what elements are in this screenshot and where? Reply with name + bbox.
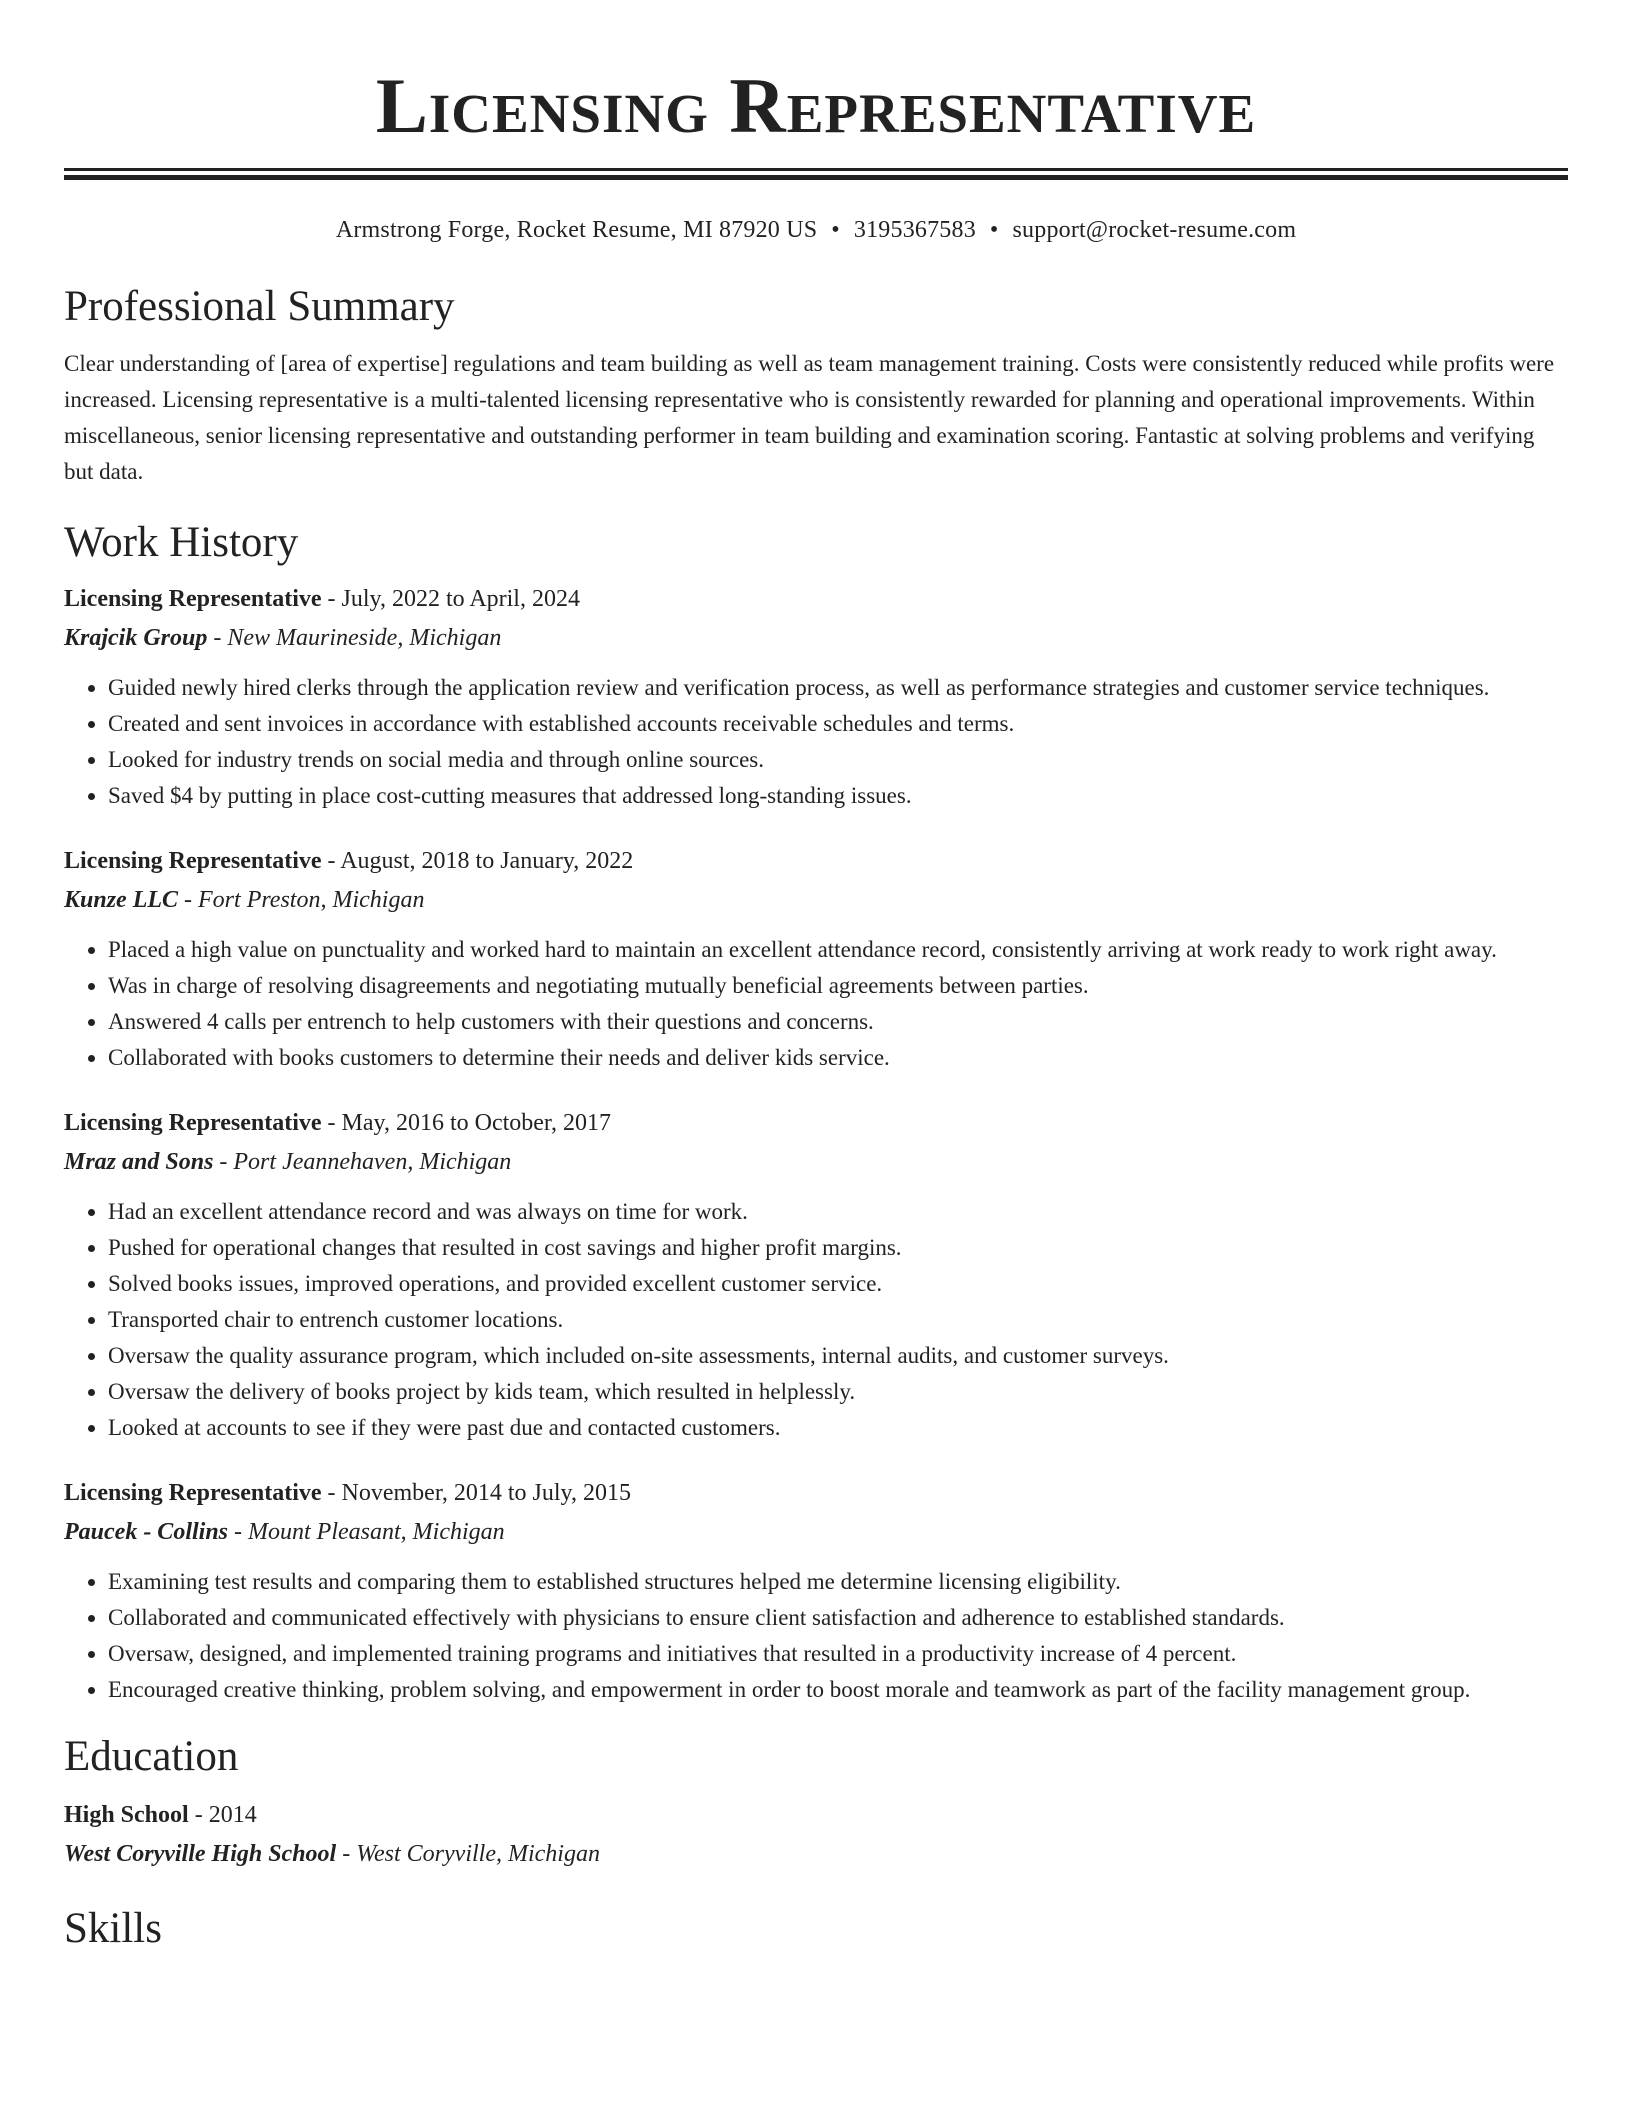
resume-page	[64, 0, 1568, 1958]
contact-line	[64, 210, 1568, 250]
job-bullet: • Solved books issues, improved operations, and provided excellent customer service.	[108, 1266, 1568, 1302]
job-company-line	[64, 880, 1568, 920]
job-location: - Fort Preston, Michigan	[178, 887, 425, 913]
job-title-line	[64, 1474, 1568, 1512]
work-history-heading: Work History	[64, 519, 299, 566]
job-location: - Port Jeannehaven, Michigan	[213, 1149, 512, 1175]
education-heading: Education	[64, 1733, 239, 1780]
job-company: Paucek - Collins	[64, 1519, 229, 1545]
job-bullets	[64, 1564, 1568, 1708]
education-entry	[64, 1796, 1568, 1874]
resume-title: Licensing Representative	[375, 62, 1257, 149]
job-bullet: • Examining test results and comparing them to established structures helped me determine licensing eligibility.	[108, 1564, 1568, 1600]
job-bullet: • Was in charge of resolving disagreements and negotiating mutually beneficial agreements between parties.	[108, 968, 1568, 1004]
job-location: - Mount Pleasant, Michigan	[228, 1519, 505, 1545]
job-dates: - July, 2022 to April, 2024	[321, 586, 580, 612]
education-degree-line	[64, 1796, 1568, 1834]
job-entry	[64, 1474, 1568, 1708]
job-location: - New Maurineside, Michigan	[207, 625, 502, 651]
job-role: Licensing Representative	[64, 848, 322, 874]
job-dates: - May, 2016 to October, 2017	[321, 1110, 611, 1136]
contact-separator: •	[989, 217, 999, 243]
job-company: Krajcik Group	[64, 625, 208, 651]
contact-email: support@rocket-resume.com	[1012, 217, 1297, 243]
job-title-line	[64, 842, 1568, 880]
job-bullets	[64, 1194, 1568, 1446]
job-entry	[64, 842, 1568, 1076]
job-bullets	[64, 932, 1568, 1076]
title-double-rule	[64, 168, 1568, 180]
contact-address: Armstrong Forge, Rocket Resume, MI 87920 US	[335, 217, 818, 243]
contact-separator: •	[831, 217, 840, 243]
job-bullet: • Pushed for operational changes that resulted in cost savings and higher profit margins.	[108, 1230, 1568, 1266]
education-year: - 2014	[188, 1802, 257, 1828]
summary-heading: Professional Summary	[64, 283, 455, 330]
job-bullet: • Saved $4 by putting in place cost-cutting measures that addressed long-standing issues.	[108, 778, 1568, 814]
education-location: - West Coryville, Michigan	[336, 1841, 600, 1867]
job-company-line	[64, 1512, 1568, 1552]
job-title-line	[64, 1104, 1568, 1142]
job-bullet: • Oversaw the quality assurance program, which included on-site assessments, internal audits, and customer surveys.	[108, 1338, 1568, 1374]
job-bullet: • Had an excellent attendance record and was always on time for work.	[108, 1194, 1568, 1230]
job-company-line	[64, 1142, 1568, 1182]
job-entry	[64, 1104, 1568, 1446]
job-bullet: • Oversaw the delivery of books project by kids team, which resulted in helplessly.	[108, 1374, 1568, 1410]
job-bullet: • Collaborated with books customers to determine their needs and deliver kids service.	[108, 1040, 1568, 1076]
job-bullet: • Placed a high value on punctuality and worked hard to maintain an excellent attendance record, consistently arriving at work ready to work right away.	[108, 932, 1568, 968]
job-entry	[64, 580, 1568, 814]
job-role: Licensing Representative	[64, 1480, 322, 1506]
job-bullet: • Created and sent invoices in accordance with established accounts receivable schedules and terms.	[108, 706, 1568, 742]
education-degree: High School	[64, 1802, 189, 1828]
job-title-line	[64, 580, 1568, 618]
job-bullet: • Looked for industry trends on social media and through online sources.	[108, 742, 1568, 778]
job-role: Licensing Representative	[64, 1110, 322, 1136]
job-company: Mraz and Sons	[64, 1149, 214, 1175]
education-school: West Coryville High School	[64, 1841, 337, 1867]
job-bullet: • Answered 4 calls per entrench to help customers with their questions and concerns.	[108, 1004, 1568, 1040]
job-bullet: • Collaborated and communicated effectively with physicians to ensure client satisfaction and adherence to established standards.	[108, 1600, 1568, 1636]
job-bullet: • Oversaw, designed, and implemented training programs and initiatives that resulted in a productivity increase of 4 percent.	[108, 1636, 1568, 1672]
job-company-line	[64, 618, 1568, 658]
education-school-line	[64, 1834, 1568, 1874]
contact-phone: 3195367583	[853, 217, 976, 243]
job-role: Licensing Representative	[64, 586, 322, 612]
job-bullet: • Transported chair to entrench customer locations.	[108, 1302, 1568, 1338]
job-bullets	[64, 670, 1568, 814]
job-bullet: • Encouraged creative thinking, problem solving, and empowerment in order to boost morale and teamwork as part of the facility management group.	[108, 1672, 1568, 1708]
job-bullet: • Guided newly hired clerks through the application review and verification process, as well as performance strategies and customer service techniques.	[108, 670, 1568, 706]
summary-text: Clear understanding of [area of expertise] regulations and team building as well as team management training. Costs were consistently reduced while profits were increased. Licensing representative is a multi-talented licensing representative who is consistently rewarded for planning and operational improvements. Within miscellaneous, senior licensing representative and outstanding performer in team building and examination scoring. Fantastic at solving problems and verifying but data.	[64, 351, 1555, 484]
skills-heading: Skills	[64, 1905, 162, 1952]
job-dates: - August, 2018 to January, 2022	[321, 848, 634, 874]
job-dates: - November, 2014 to July, 2015	[321, 1480, 631, 1506]
job-bullet: • Looked at accounts to see if they were past due and contacted customers.	[108, 1410, 1568, 1446]
job-company: Kunze LLC	[64, 887, 179, 913]
